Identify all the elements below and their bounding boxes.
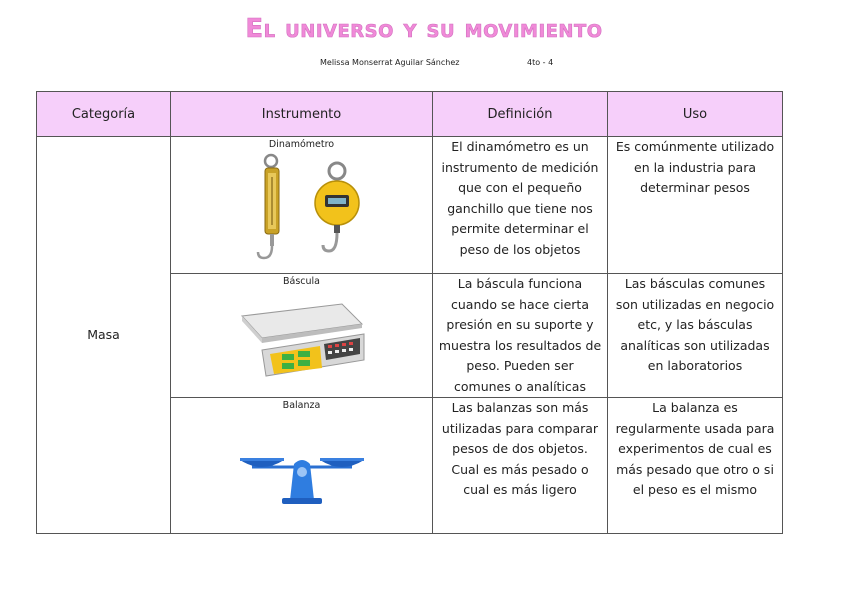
instrument-cell [171,398,433,534]
instrument-cell [171,137,433,274]
grade-label: 4to - 4 [527,58,554,67]
use-cell: La balanza es regularmente usada para experimentos de cual es más pesado que otro o si el peso es el mismo [608,398,783,534]
balance-image [232,412,372,522]
header-category: Categoría [37,92,171,137]
table-row [37,137,783,274]
category-cell: Masa [37,137,171,534]
use-cell: Es comúnmente utilizado en la industria para determinar pesos [608,137,783,274]
scale-image [232,288,372,384]
use-cell: Las básculas comunes son utilizadas en negocio etc, y las básculas analíticas son utilizadas en laboratorios [608,274,783,398]
instrument-name: Báscula [283,276,320,287]
author-name: Melissa Monserrat Aguilar Sánchez [320,58,460,67]
page-title: El universo y su movimiento [245,14,603,44]
instrument-name: Dinamómetro [268,139,335,150]
instrument-cell [171,274,433,398]
definition-cell: La báscula funciona cuando se hace cierta presión en su suporte y muestra los resultados de peso. Pueden ser comunes o analíticas [433,274,608,398]
dynamometer-image [227,151,377,269]
table-header-row [37,92,783,137]
definition-cell: El dinamómetro es un instrumento de medición que con el pequeño ganchillo que tiene nos permite determinar el peso de los objetos [433,137,608,274]
instruments-table [36,91,783,534]
header-use: Uso [608,92,783,137]
header-definition: Definición [433,92,608,137]
instrument-name: Balanza [282,400,321,411]
definition-cell: Las balanzas son más utilizadas para comparar pesos de dos objetos. Cual es más pesado o cual es más ligero [433,398,608,534]
header-instrument: Instrumento [171,92,433,137]
